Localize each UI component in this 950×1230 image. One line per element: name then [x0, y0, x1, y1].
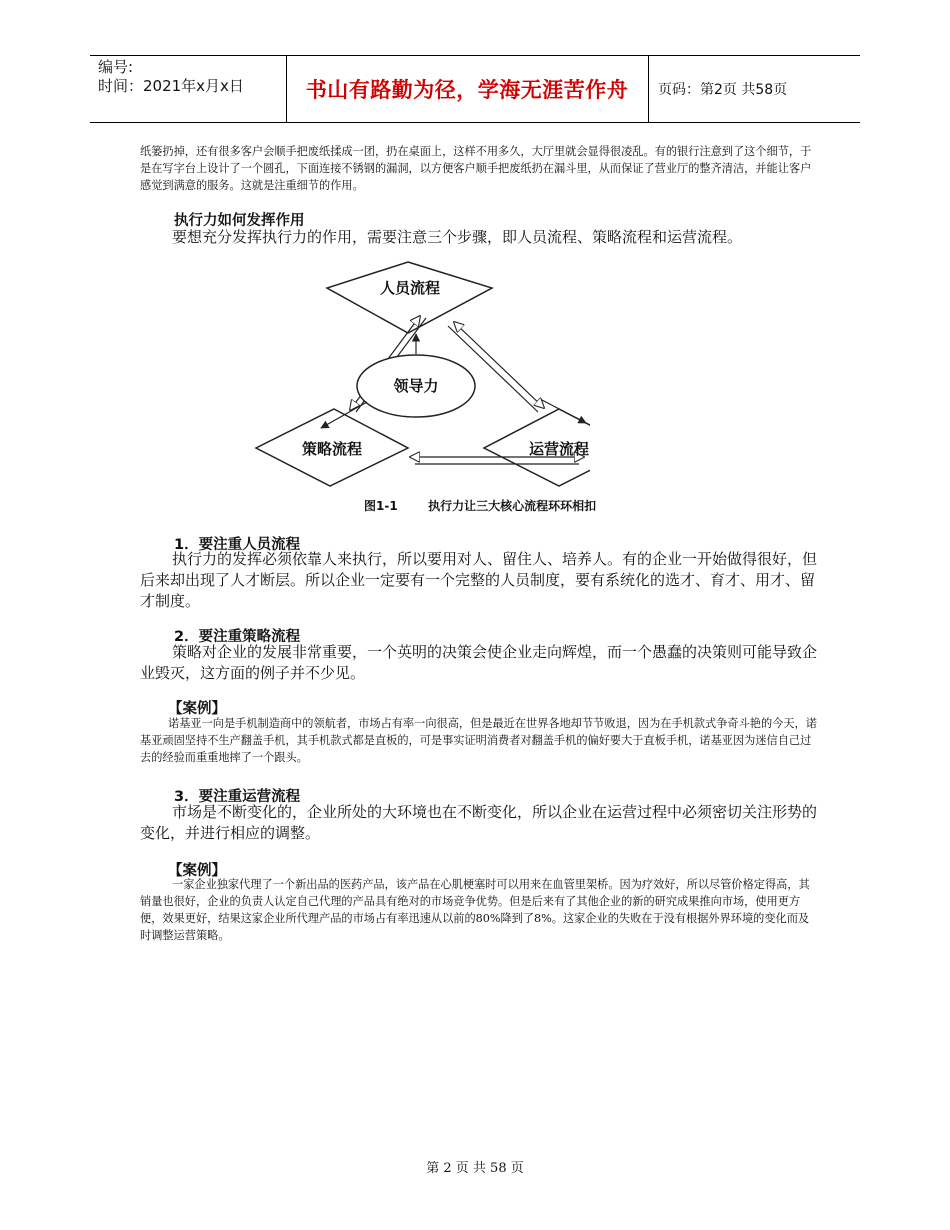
section-title: 执行力如何发挥作用 [174, 213, 305, 229]
right-node-label: 运营流程 [528, 440, 590, 458]
page-footer: 第 2 页 共 58 页 [426, 1161, 524, 1176]
number-label: 编号: [98, 58, 134, 76]
caption-text: 执行力让三大核心流程环环相扣 [428, 499, 597, 513]
top-node-shape [327, 262, 492, 333]
header-meta [98, 58, 244, 96]
section-1-title: 1．要注重人员流程 [174, 537, 301, 553]
process-diagram [250, 258, 590, 490]
page-header [90, 55, 860, 123]
header-divider-right [648, 56, 649, 122]
section-3-title: 3．要注重运营流程 [174, 789, 301, 805]
section-3-text: 市场是不断变化的，企业所处的大环境也在不断变化，所以企业在运营过程中必须密切关注形势的变化，并进行相应的调整。 [140, 803, 818, 842]
section-1-text: 执行力的发挥必须依靠人来执行，所以要用对人、留住人、培养人。有的企业一开始做得很好，但后来却出现了人才断层。所以企业一定要有一个完整的人员制度，要有系统化的选才、育才、用才、留才制度。 [140, 550, 818, 610]
top-node-label: 人员流程 [379, 279, 441, 297]
center-node-label: 领导力 [393, 377, 439, 395]
case-2-text: 一家企业独家代理了一个新出品的医药产品，该产品在心肌梗塞时可以用来在血管里架桥。因为疗效好，所以尽管价格定得高，其销量也很好，企业的负责人认定自己代理的产品具有绝对的市场竞争优势。但是后来有了其他企业的新的研究成果推向市场，使用更方便，效果更好，结果这家企业所代理产品的市场占有率迅速从以前的80%降到了8%。这家企业的失败在于没有根据外界环境的变化而及时调整运营策略。 [140, 878, 810, 942]
caption-number: 图1-1 [364, 499, 398, 513]
header-motto: 书山有路勤为径，学海无涯苦作舟 [305, 78, 629, 102]
case-2-label: 【案例】 [168, 863, 226, 879]
section-2-title: 2．要注重策略流程 [174, 629, 301, 645]
case-1-text: 诺基亚一向是手机制造商中的领航者，市场占有率一向很高，但是最近在世界各地却节节败退，因为在手机款式争奇斗艳的今天，诺基亚顽固坚持不生产翻盖手机，其手机款式都是直板的，可是事实证明消费者对翻盖手机的偏好要大于直板手机，诺基亚因为迷信自己过去的经验而重重地摔了一个跟头。 [140, 717, 817, 764]
header-page-info: 页码：第2页 共58页 [658, 82, 788, 98]
time-label: 时间：2021年x月x日 [98, 77, 244, 95]
left-node-label: 策略流程 [301, 440, 363, 458]
section-intro-text: 要想充分发挥执行力的作用，需要注意三个步骤，即人员流程、策略流程和运营流程。 [172, 228, 743, 246]
diagram-caption [364, 497, 596, 514]
intro-paragraph: 纸篓扔掉，还有很多客户会顺手把废纸揉成一团，扔在桌面上，这样不用多久，大厅里就会显得很凌乱。有的银行注意到了这个细节，于是在写字台上设计了一个圆孔，下面连接不锈钢的漏洞，以方便客户顺手把废纸扔在漏斗里，从而保证了营业厅的整齐清洁，并能让客户感觉到满意的服务。这就是注重细节的作用。 [140, 145, 812, 192]
case-1-label: 【案例】 [168, 701, 226, 717]
section-2-text: 策略对企业的发展非常重要，一个英明的决策会使企业走向辉煌，而一个愚蠢的决策则可能导致企业毁灭，这方面的例子并不少见。 [140, 643, 818, 682]
